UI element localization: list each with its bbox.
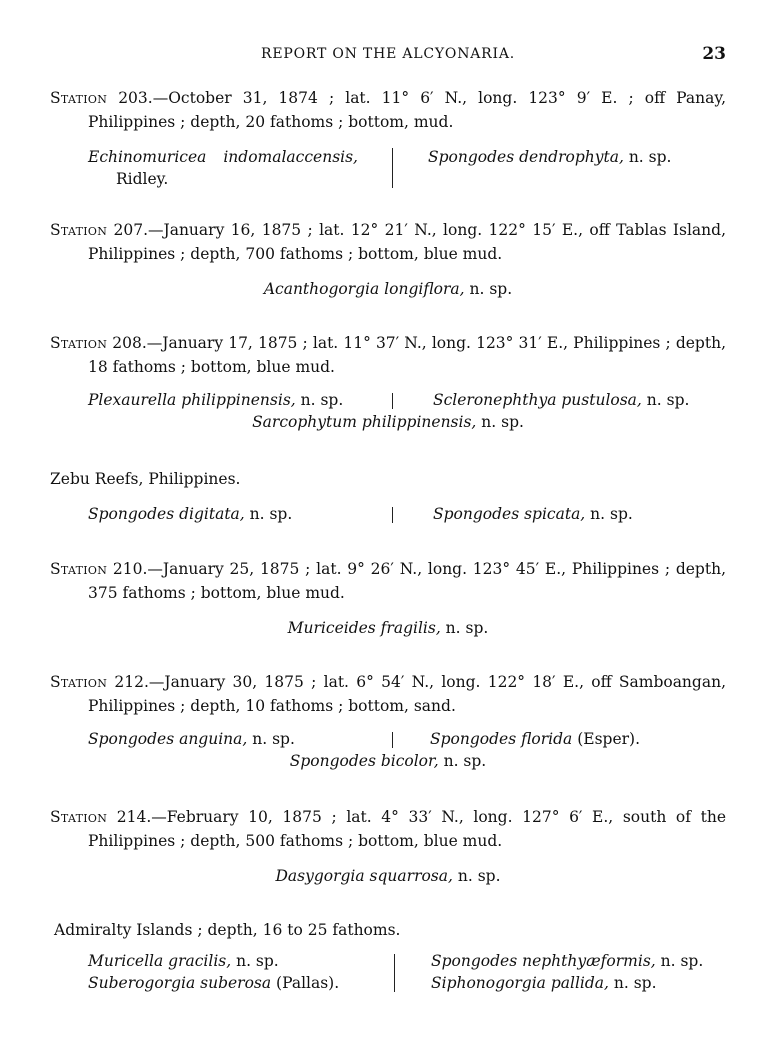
species-name: Suberogorgia suberosa — [88, 974, 272, 992]
running-header — [0, 44, 776, 66]
species-name: Spongodes dendrophyta, — [428, 148, 624, 166]
station-210-entry — [50, 557, 726, 639]
station-208-text — [50, 331, 726, 379]
species-right — [431, 950, 731, 994]
species-name: Spongodes spicata, — [433, 505, 586, 523]
station-label: Station — [50, 334, 108, 352]
species-list — [50, 146, 726, 190]
station-details: 208.—January 17, 1875 ; lat. 11° 37′ N., long. 123° 31′ E., Philippines ; depth, 18 fathoms ; bottom, blue mud. — [88, 334, 726, 376]
species-centered — [50, 411, 726, 433]
species-name: Siphonogorgia pallida, — [431, 974, 609, 992]
species-name: Spongodes bicolor, — [289, 752, 439, 770]
station-details: 214.—February 10, 1875 ; lat. 4° 33′ N., long. 127° 6′ E., south of the Philippines ; depth, 500 fathoms ; bottom, blue mud. — [88, 808, 726, 850]
column-divider — [392, 507, 393, 523]
species-authority: n. sp. — [452, 867, 501, 885]
station-details: 210.—January 25, 1875 ; lat. 9° 26′ N., long. 123° 45′ E., Philippines ; depth, 375 fathoms ; bottom, blue mud. — [88, 560, 726, 602]
species-name: Muriceides fragilis, — [287, 619, 441, 637]
column-divider — [392, 148, 393, 188]
station-label: Station — [50, 89, 108, 107]
species-right — [430, 728, 730, 750]
species-name: Spongodes nephthyæformis, — [431, 952, 656, 970]
species-centered — [50, 617, 726, 639]
station-210-text — [50, 557, 726, 605]
species-left — [88, 146, 358, 190]
species-name: Spongodes digitata, — [88, 505, 245, 523]
species-name: Sarcophytum philippinensis, — [252, 413, 477, 431]
species-authority: n. sp. — [476, 413, 524, 431]
species-centered — [50, 750, 726, 772]
running-title: REPORT ON THE ALCYONARIA. — [261, 46, 515, 62]
species-name: Spongodes florida — [430, 730, 573, 748]
species-name: Acanthogorgia longiflora, — [263, 280, 465, 298]
species-authority: n. sp. — [585, 505, 633, 523]
species-authority: n. sp. — [655, 952, 704, 970]
species-left — [88, 950, 378, 994]
admiralty-islands-entry — [54, 918, 730, 994]
station-details: 203.—October 31, 1874 ; lat. 11° 6′ N., long. 123° 9′ E. ; off Panay, Philippines ; depth, 20 fathoms ; bottom, mud. — [88, 89, 726, 131]
station-details: 207.—January 16, 1875 ; lat. 12° 21′ N., long. 122° 15′ E., off Tablas Island, Philippines ; depth, 700 fathoms ; bottom, blue mud. — [88, 221, 726, 263]
species-name: Dasygorgia squarrosa, — [275, 867, 453, 885]
column-divider — [394, 954, 395, 992]
species-right — [428, 146, 728, 168]
station-label: Station — [50, 221, 108, 239]
station-207-text — [50, 218, 726, 266]
species-authority: n. sp. — [440, 619, 489, 637]
species-authority: n. sp. — [438, 752, 487, 770]
station-label: Station — [50, 808, 108, 826]
species-authority: (Esper). — [572, 730, 641, 748]
station-label: Station — [50, 673, 108, 691]
column-divider — [392, 732, 393, 748]
station-208-entry — [50, 331, 726, 433]
page-number: 23 — [702, 44, 726, 64]
station-203-text — [50, 86, 726, 134]
station-203-entry — [50, 86, 726, 190]
column-divider — [392, 393, 393, 409]
species-authority: n. sp. — [244, 505, 293, 523]
species-list — [50, 389, 726, 433]
species-left — [88, 728, 378, 750]
species-name: indomalaccensis, — [223, 148, 358, 166]
species-authority: n. sp. — [464, 280, 513, 298]
station-212-entry — [50, 670, 726, 772]
species-authority: (Pallas). — [271, 974, 340, 992]
species-right — [433, 389, 733, 411]
species-name: Muricella gracilis, — [88, 952, 232, 970]
station-label: Station — [50, 560, 108, 578]
species-authority: n. sp. — [231, 952, 279, 970]
station-214-entry — [50, 805, 726, 887]
species-authority: n. sp. — [247, 730, 295, 748]
station-212-text — [50, 670, 726, 718]
station-214-text — [50, 805, 726, 853]
zebu-reefs-entry — [50, 467, 726, 525]
species-left — [88, 503, 378, 525]
locality-text: Zebu Reefs, Philippines. — [50, 470, 241, 488]
species-authority: n. sp. — [641, 391, 690, 409]
station-207-entry — [50, 218, 726, 300]
species-name: Echinomuricea — [88, 148, 207, 166]
species-centered — [50, 278, 726, 300]
species-name: Scleronephthya pustulosa, — [433, 391, 642, 409]
species-list — [50, 503, 726, 525]
species-authority: n. sp. — [608, 974, 657, 992]
species-name: Spongodes anguina, — [88, 730, 248, 748]
locality-text: Admiralty Islands ; depth, 16 to 25 fathoms. — [54, 921, 401, 939]
station-details: 212.—January 30, 1875 ; lat. 6° 54′ N., long. 122° 18′ E., off Samboangan, Philippines ; depth, 10 fathoms ; bottom, sand. — [88, 673, 726, 715]
species-centered — [50, 865, 726, 887]
species-right — [433, 503, 733, 525]
species-list — [54, 950, 730, 994]
species-authority: n. sp. — [295, 391, 344, 409]
species-authority: Ridley. — [116, 170, 169, 188]
species-left — [88, 389, 378, 411]
species-authority: n. sp. — [623, 148, 672, 166]
species-name: Plexaurella philippinensis, — [88, 391, 296, 409]
species-list — [50, 728, 726, 772]
